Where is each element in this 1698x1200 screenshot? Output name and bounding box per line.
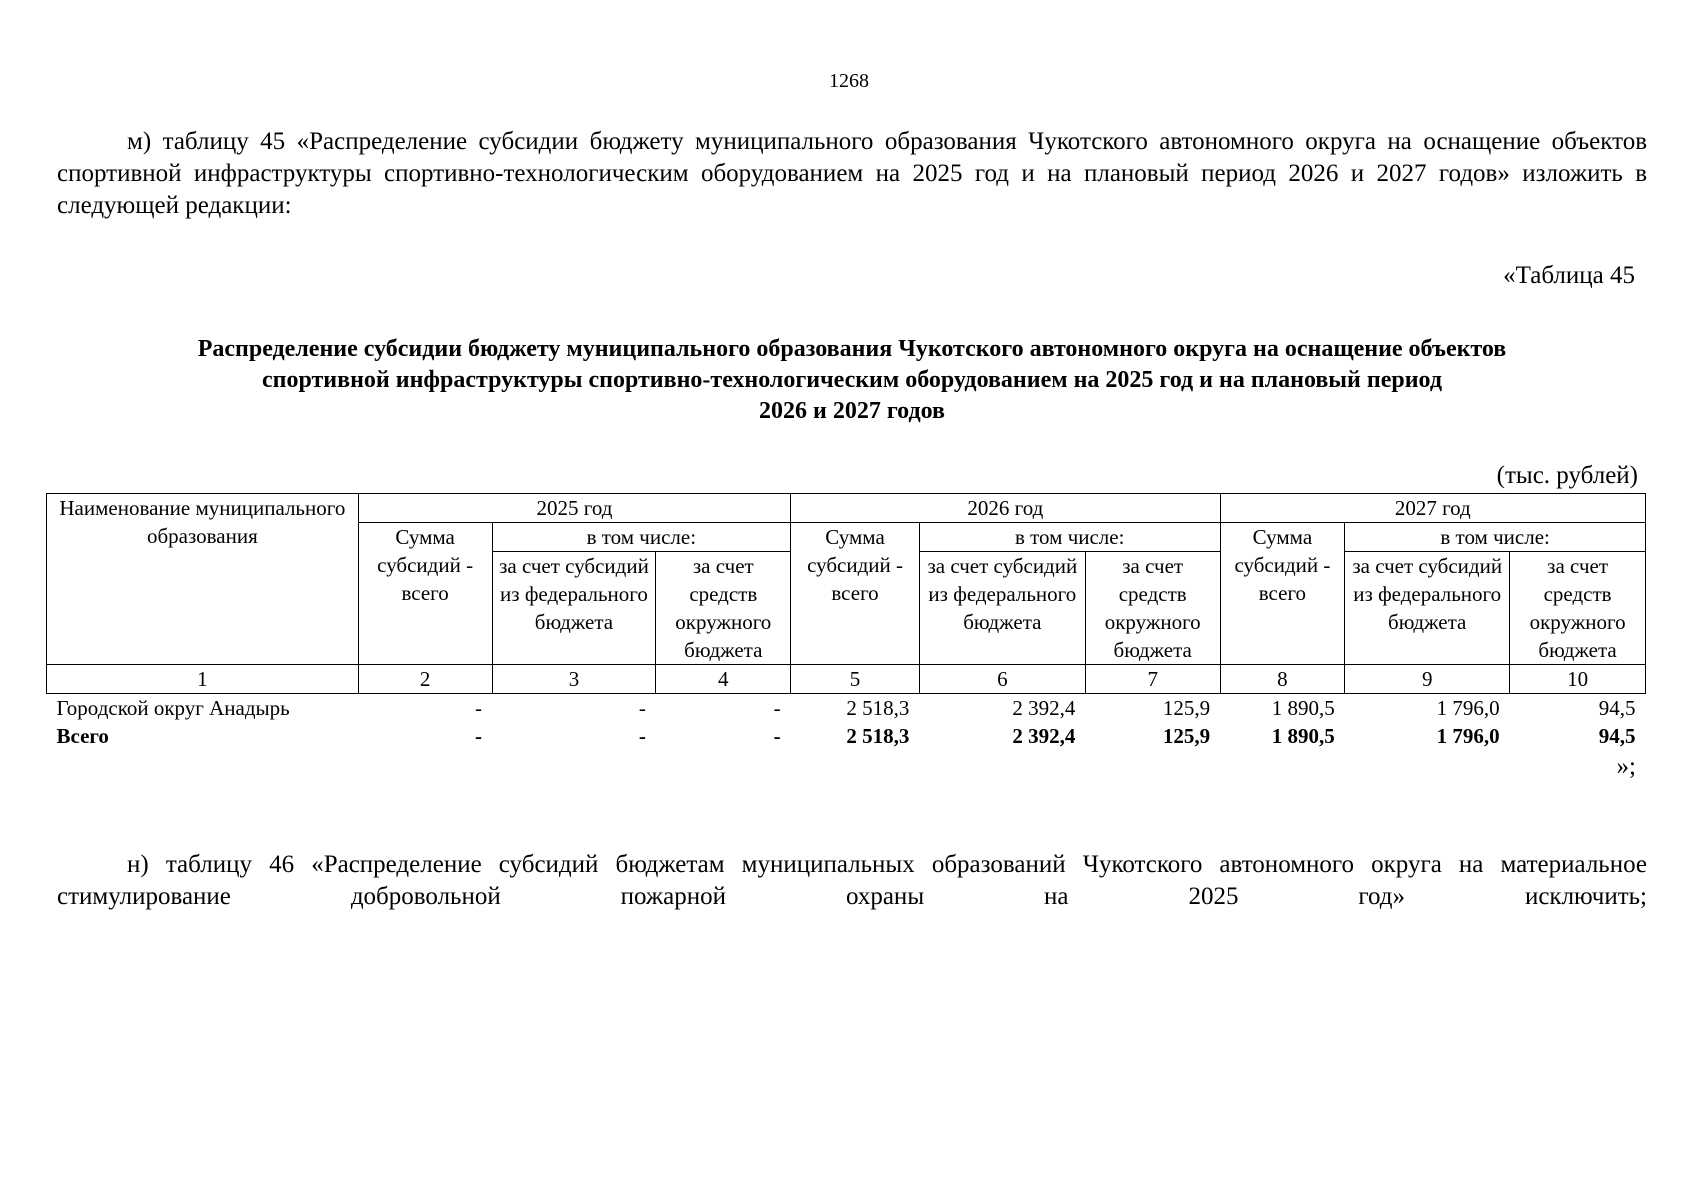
title-line-2: спортивной инфраструктуры спортивно-технологическим оборудованием на 2025 год и на плановый период bbox=[262, 367, 1442, 393]
header-district: за счет средств окружного бюджета bbox=[1085, 552, 1220, 665]
total-value: - bbox=[773, 724, 781, 748]
title-line-3: 2026 и 2027 годов bbox=[759, 398, 945, 424]
header-name-column: Наименование муниципального образования bbox=[47, 494, 359, 665]
row-name: Городской округ Анадырь bbox=[56, 696, 290, 720]
units-label: (тыс. рублей) bbox=[1496, 462, 1638, 489]
header-year-2026: 2026 год bbox=[791, 494, 1220, 523]
header-year-2027: 2027 год bbox=[1220, 494, 1645, 523]
column-number: 4 bbox=[656, 665, 791, 694]
total-label: Всего bbox=[56, 724, 109, 748]
paragraph-m: м) таблицу 45 «Распределение субсидии бюджету муниципального образования Чукотского автономного округа на оснащение объектов спортивной инфраструктуры спортивно-технологическим оборудованием на 2025 год и на плановый период 2026 и 2027 годов» изложить в следующей редакции: bbox=[57, 128, 1647, 219]
total-row bbox=[47, 722, 1646, 750]
title-line-1: Распределение субсидии бюджету муниципального образования Чукотского автономного округа на оснащение объектов bbox=[197, 336, 1507, 362]
total-value: - bbox=[475, 724, 482, 748]
header-year-2025: 2025 год bbox=[358, 494, 790, 523]
total-value: 2 392,4 bbox=[1012, 724, 1076, 748]
paragraph-n: н) таблицу 46 «Распределение субсидий бюджетам муниципальных образований Чукотского автономного округа на материальное стимулирование добровольной пожарной охраны на 2025 год» исключить; bbox=[57, 851, 1647, 910]
header-including: в том числе: bbox=[919, 523, 1220, 552]
cell-value: 2 518,3 bbox=[846, 696, 910, 720]
column-number: 6 bbox=[919, 665, 1085, 694]
header-federal: за счет субсидий из федерального бюджета bbox=[492, 552, 656, 665]
cell-value: 2 392,4 bbox=[1012, 696, 1076, 720]
header-federal: за счет субсидий из федерального бюджета bbox=[919, 552, 1085, 665]
column-number: 5 bbox=[791, 665, 920, 694]
header-sum-total: Сумма субсидий - всего bbox=[791, 523, 920, 665]
cell-value: - bbox=[773, 696, 781, 720]
column-number: 10 bbox=[1510, 665, 1646, 694]
total-value: 125,9 bbox=[1162, 724, 1211, 748]
column-number: 8 bbox=[1220, 665, 1345, 694]
header-including: в том числе: bbox=[1345, 523, 1646, 552]
header-sum-total: Сумма субсидий - всего bbox=[1220, 523, 1345, 665]
column-number: 9 bbox=[1345, 665, 1510, 694]
table-label: «Таблица 45 bbox=[1503, 262, 1635, 289]
header-including: в том числе: bbox=[492, 523, 791, 552]
cell-value: 94,5 bbox=[1598, 696, 1636, 720]
total-value: 1 796,0 bbox=[1436, 724, 1500, 748]
cell-value: - bbox=[475, 696, 482, 720]
closing-quote: »; bbox=[1616, 753, 1636, 780]
total-value: - bbox=[638, 724, 646, 748]
total-value: 94,5 bbox=[1598, 724, 1636, 748]
cell-value: - bbox=[638, 696, 646, 720]
total-value: 2 518,3 bbox=[846, 724, 910, 748]
subsidy-table bbox=[46, 493, 1646, 750]
table-title bbox=[57, 334, 1647, 427]
column-number: 7 bbox=[1085, 665, 1220, 694]
column-number-row bbox=[47, 665, 1646, 694]
total-value: 1 890,5 bbox=[1271, 724, 1335, 748]
page-number: 1268 bbox=[829, 70, 869, 92]
header-district: за счет средств окружного бюджета bbox=[656, 552, 791, 665]
header-sum-total: Сумма субсидий - всего bbox=[358, 523, 492, 665]
cell-value: 1 890,5 bbox=[1271, 696, 1335, 720]
column-number: 2 bbox=[358, 665, 492, 694]
column-number: 3 bbox=[492, 665, 656, 694]
cell-value: 125,9 bbox=[1162, 696, 1211, 720]
header-district: за счет средств окружного бюджета bbox=[1510, 552, 1646, 665]
column-number: 1 bbox=[47, 665, 359, 694]
table-row bbox=[47, 694, 1646, 723]
header-row-years bbox=[47, 494, 1646, 523]
cell-value: 1 796,0 bbox=[1436, 696, 1500, 720]
header-federal: за счет субсидий из федерального бюджета bbox=[1345, 552, 1510, 665]
